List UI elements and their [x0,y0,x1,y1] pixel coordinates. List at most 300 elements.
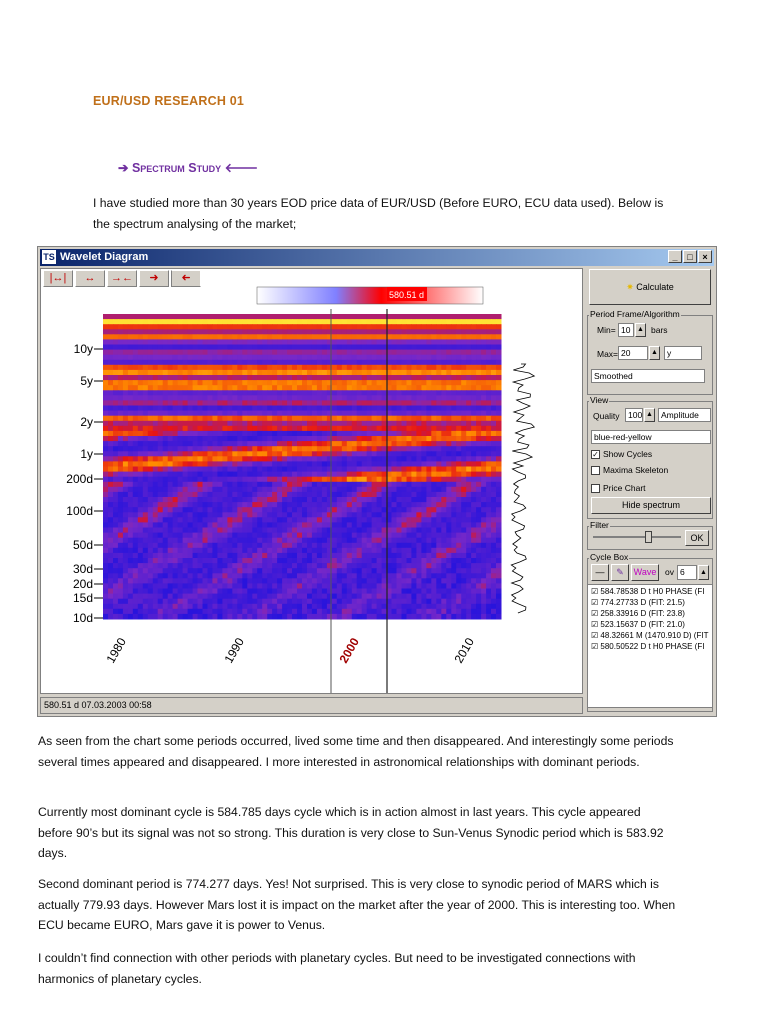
heatmap-cell [352,426,358,432]
heatmap-cell [193,395,199,401]
heatmap-cell [322,599,328,605]
heatmap-cell [227,507,233,513]
heatmap-cell [317,319,323,325]
heatmap-cell [138,528,144,534]
plot-area[interactable] [40,268,583,694]
heatmap-cell [357,431,363,437]
heatmap-cell [203,487,209,493]
cycle-item[interactable]: ☑ 774.27733 D (FIT: 21.5) [591,598,685,607]
ov-input[interactable]: 6 [677,565,697,580]
heatmap-cell [302,502,308,508]
heatmap-cell [173,583,179,589]
max-input[interactable]: 20 [618,346,648,360]
heatmap-cell [227,451,233,457]
heatmap-cell [193,599,199,605]
heatmap-cell [332,472,338,478]
heatmap-cell [481,446,487,452]
heatmap-cell [108,370,114,376]
heatmap-cell [297,507,303,513]
heatmap-cell [277,461,283,467]
heatmap-cell [421,543,427,549]
heatmap-cell [446,578,452,584]
heatmap-cell [362,512,368,518]
heatmap-cell [451,467,457,473]
heatmap-cell [481,365,487,371]
heatmap-cell [118,492,124,498]
heatmap-cell [466,609,472,615]
heatmap-cell [397,604,403,610]
heatmap-cell [446,573,452,579]
heatmap-cell [138,426,144,432]
heatmap-cell [481,467,487,473]
heatmap-cell [148,512,154,518]
heatmap-cell [352,345,358,351]
heatmap-cell [148,421,154,427]
heatmap-cell [486,573,492,579]
heatmap-cell [232,497,238,503]
heatmap-cell [397,380,403,386]
heatmap-cell [397,553,403,559]
heatmap-cell [441,385,447,391]
heatmap-cell [163,406,169,412]
heatmap-cell [357,411,363,417]
heatmap-cell [496,477,502,483]
cycle-item[interactable]: ☑ 48.32661 M (1470.910 D) (FIT [591,631,709,640]
heatmap-cell [451,538,457,544]
heatmap-cell [222,568,228,574]
heatmap-cell [322,334,328,340]
max-unit-select[interactable]: y [664,346,702,360]
show-cycles-checkbox[interactable]: ✓ [592,450,599,459]
heatmap-cell [277,558,283,564]
quality-spinner[interactable]: ▲ [644,408,655,422]
heatmap-cell [461,426,467,432]
heatmap-cell [456,543,462,549]
heatmap-cell [163,568,169,574]
heatmap-cell [203,421,209,427]
heatmap-cell [193,380,199,386]
heatmap-cell [232,487,238,493]
min-spinner[interactable]: ▲ [635,323,646,337]
heatmap-cell [262,604,268,610]
heatmap-cell [307,578,313,584]
heatmap-cell [307,609,313,615]
heatmap-cell [416,538,422,544]
heatmap-cell [451,416,457,422]
heatmap-cell [342,406,348,412]
heatmap-cell [421,431,427,437]
heatmap-cell [252,553,257,559]
heatmap-cell [357,370,363,376]
heatmap-cell [392,456,398,462]
heatmap-cell [416,543,422,549]
heatmap-cell [208,522,214,528]
heatmap-cell [282,497,288,503]
heatmap-cell [392,345,398,351]
heatmap-cell [203,385,209,391]
heatmap-cell [247,512,253,518]
heatmap-cell [257,461,263,467]
heatmap-cell [237,431,243,437]
heatmap-cell [173,573,179,579]
heatmap-cell [123,375,128,381]
heatmap-cell [143,538,149,544]
heatmap-cell [158,553,164,559]
heatmap-cell [392,385,398,391]
heatmap-cell [267,365,273,371]
heatmap-cell [272,558,278,564]
heatmap-cell [342,390,348,396]
max-spinner[interactable]: ▲ [649,346,660,360]
heatmap-cell [352,502,358,508]
heatmap-cell [372,533,378,539]
heatmap-cell [158,482,164,488]
heatmap-cell [267,568,273,574]
heatmap-cell [382,395,388,401]
heatmap-cell [208,497,214,503]
heatmap-cell [227,614,233,620]
heatmap-cell [337,583,343,589]
heatmap-cell [272,339,278,345]
heatmap-cell [431,507,437,513]
heatmap-cell [397,517,403,523]
heatmap-cell [411,477,417,483]
heatmap-cell [153,538,159,544]
heatmap-cell [407,319,413,325]
heatmap-cell [481,507,487,513]
heatmap-cell [292,360,298,366]
filter-ok-button[interactable]: OK [685,530,709,546]
heatmap-cell [441,609,447,615]
heatmap-cell [148,482,154,488]
heatmap-cell [173,522,179,528]
heatmap-cell [416,421,422,427]
heatmap-cell [312,482,318,488]
heatmap-cell [392,573,398,579]
heatmap-cell [208,416,214,422]
heatmap-cell [327,573,333,579]
heatmap-cell [372,604,378,610]
heatmap-cell [397,502,403,508]
heatmap-cell [481,558,487,564]
heatmap-cell [491,512,497,518]
heatmap-cell [486,563,492,569]
wave-button[interactable]: Wave [631,564,659,581]
filter-slider-track[interactable] [593,536,681,538]
heatmap-cell [461,472,467,478]
heatmap-cell [392,517,398,523]
ov-spinner[interactable]: ▲ [698,565,709,580]
heatmap-cell [357,589,363,595]
heatmap-cell [242,350,248,356]
heatmap-cell [456,339,462,345]
heatmap-cell [168,589,174,595]
heatmap-cell [362,568,368,574]
heatmap-cell [153,334,159,340]
heatmap-cell [312,599,318,605]
heatmap-cell [397,360,403,366]
heatmap-cell [262,563,268,569]
heatmap-cell [471,497,477,503]
heatmap-cell [148,446,154,452]
heatmap-cell [242,400,248,406]
heatmap-cell [203,395,209,401]
heatmap-cell [148,461,154,467]
heatmap-cell [421,477,427,483]
heatmap-cell [282,604,288,610]
cycle-list[interactable] [587,584,713,708]
heatmap-cell [382,436,388,442]
heatmap-cell [327,411,333,417]
heatmap-cell [148,329,154,335]
heatmap-cell [173,568,179,574]
heatmap-cell [292,380,298,386]
heatmap-cell [178,461,184,467]
heatmap-cell [431,411,437,417]
heatmap-cell [222,487,228,493]
close-button[interactable]: × [698,250,712,263]
heatmap-cell [322,324,328,330]
heatmap-cell [307,426,313,432]
heatmap-cell [242,543,248,549]
calculate-button[interactable] [589,269,711,305]
heatmap-cell [476,517,482,523]
heatmap-cell [307,502,313,508]
heatmap-cell [108,329,114,335]
heatmap-cell [118,319,124,325]
heatmap-cell [158,411,164,417]
heatmap-cell [322,406,328,412]
heatmap-cell [267,421,273,427]
heatmap-cell [217,431,223,437]
heatmap-cell [421,614,427,620]
heatmap-cell [188,548,194,554]
heatmap-cell [217,385,223,391]
min-input[interactable]: 10 [618,323,634,337]
heatmap-cell [362,365,368,371]
heatmap-cell [441,467,447,473]
heatmap-cell [282,380,288,386]
heatmap-cell [237,451,243,457]
heatmap-cell [486,461,492,467]
heatmap-cell [287,395,293,401]
heatmap-cell [347,426,353,432]
heatmap-cell [436,614,442,620]
heatmap-cell [183,589,189,595]
heatmap-cell [287,431,293,437]
heatmap-cell [138,553,144,559]
price-chart-checkbox[interactable] [591,484,600,493]
heatmap-cell [173,395,179,401]
heatmap-cell [143,477,149,483]
heatmap-cell [352,314,358,320]
heatmap-cell [357,345,363,351]
heatmap-cell [247,395,253,401]
heatmap-cell [302,334,308,340]
cycle-item[interactable]: ☑ 258.33916 D (FIT: 23.8) [591,609,685,618]
heatmap-cell [203,467,209,473]
heatmap-cell [113,426,119,432]
window-titlebar[interactable] [40,249,714,266]
heatmap-cell [262,614,268,620]
heatmap-cell [203,522,209,528]
heatmap-cell [312,594,318,600]
remove-cycle-button[interactable]: — [591,564,609,581]
heatmap-cell [277,548,283,554]
heatmap-cell [128,599,133,605]
heatmap-cell [347,390,353,396]
heatmap-cell [118,589,124,595]
heatmap-cell [372,350,378,356]
heatmap-cell [466,538,472,544]
scroll-right-button[interactable]: ➜ [139,270,169,287]
zoom-fit-button[interactable]: |↔| [43,270,73,287]
heatmap-cell [451,492,457,498]
heatmap-cell [212,339,218,345]
algorithm-select[interactable]: Smoothed [591,369,705,383]
heatmap-cell [367,431,373,437]
heatmap-cell [377,431,383,437]
zoom-in-button[interactable]: ↔ [75,270,105,287]
brush-icon[interactable]: ✎ [611,564,629,581]
heatmap-cell [138,497,144,503]
heatmap-cell [168,319,174,325]
heatmap-cell [397,339,403,345]
heatmap-cell [312,370,318,376]
heatmap-cell [227,385,233,391]
y-tick-label: 200d [66,472,93,486]
heatmap-cell [372,426,378,432]
heatmap-cell [382,385,388,391]
heatmap-cell [257,614,263,620]
heatmap-cell [372,406,378,412]
heatmap-cell [337,441,343,447]
heatmap-cell [357,512,363,518]
heatmap-cell [367,563,373,569]
heatmap-cell [407,507,413,513]
heatmap-cell [193,533,199,539]
heatmap-cell [377,375,383,381]
heatmap-cell [178,604,184,610]
heatmap-cell [133,487,139,493]
status-bar: 580.51 d 07.03.2003 00:58 [40,697,583,714]
heatmap-cell [327,350,333,356]
heatmap-cell [322,416,328,422]
heatmap-cell [496,472,502,478]
mode-select[interactable]: Amplitude [658,408,711,422]
heatmap-cell [416,507,422,513]
minimize-button[interactable]: _ [668,250,682,263]
heatmap-cell [217,528,223,534]
heatmap-cell [342,451,348,457]
heatmap-cell [277,563,283,569]
heatmap-cell [357,426,363,432]
heatmap-cell [461,380,467,386]
heatmap-cell [317,390,323,396]
heatmap-cell [252,583,257,589]
heatmap-cell [471,522,477,528]
heatmap-cell [217,456,223,462]
heatmap-cell [158,319,164,325]
maxima-checkbox[interactable] [591,466,600,475]
heatmap-cell [198,411,204,417]
heatmap-cell [217,492,223,498]
heatmap-cell [212,482,218,488]
heatmap-cell [143,456,149,462]
zoom-out-button[interactable]: →← [107,270,137,287]
heatmap-cell [247,573,253,579]
heatmap-cell [287,512,293,518]
heatmap-cell [103,472,109,478]
heatmap-cell [461,492,467,498]
heatmap-cell [277,609,283,615]
heatmap-cell [327,604,333,610]
heatmap-cell [297,538,303,544]
heatmap-cell [193,609,199,615]
heatmap-cell [138,365,144,371]
cycle-item[interactable]: ☑ 580.50522 D t H0 PHASE (FI [591,642,705,651]
heatmap-cell [123,533,128,539]
heatmap-cell [128,456,133,462]
heatmap-cell [148,355,154,361]
heatmap-cell [168,573,174,579]
heatmap-cell [208,451,214,457]
heatmap-cell [402,360,408,366]
heatmap-cell [242,512,248,518]
heatmap-cell [123,594,128,600]
palette-select[interactable]: blue-red-yellow [591,430,711,444]
heatmap-cell [178,324,184,330]
cycle-item[interactable]: ☑ 584.78538 D t H0 PHASE (FI [591,587,705,596]
heatmap-cell [292,339,298,345]
heatmap-cell [138,467,144,473]
quality-input[interactable]: 100 [625,408,643,422]
maximize-button[interactable]: □ [683,250,697,263]
heatmap-cell [481,416,487,422]
heatmap-cell [128,482,133,488]
wavelet-plot[interactable] [41,269,582,693]
hide-spectrum-button[interactable]: Hide spectrum [591,497,711,514]
heatmap-cell [138,502,144,508]
heatmap-cell [456,360,462,366]
heatmap-cell [133,370,139,376]
heatmap-cell [183,411,189,417]
heatmap-cell [257,370,263,376]
heatmap-cell [332,380,338,386]
heatmap-cell [367,355,373,361]
heatmap-cell [193,355,199,361]
heatmap-cell [407,451,413,457]
heatmap-cell [342,573,348,579]
heatmap-cell [431,380,437,386]
cycle-item[interactable]: ☑ 523.15637 D (FIT: 21.0) [591,620,685,629]
heatmap-cell [307,507,313,513]
scroll-left-button[interactable]: ➜ [171,270,201,287]
heatmap-cell [222,472,228,478]
heatmap-cell [262,324,268,330]
heatmap-cell [242,416,248,422]
heatmap-cell [257,390,263,396]
heatmap-cell [178,380,184,386]
heatmap-cell [327,533,333,539]
heatmap-cell [402,512,408,518]
heatmap-cell [163,594,169,600]
heatmap-cell [113,512,119,518]
heatmap-cell [198,477,204,483]
filter-slider-thumb[interactable] [645,531,652,543]
heatmap-cell [317,461,323,467]
heatmap-cell [407,548,413,554]
